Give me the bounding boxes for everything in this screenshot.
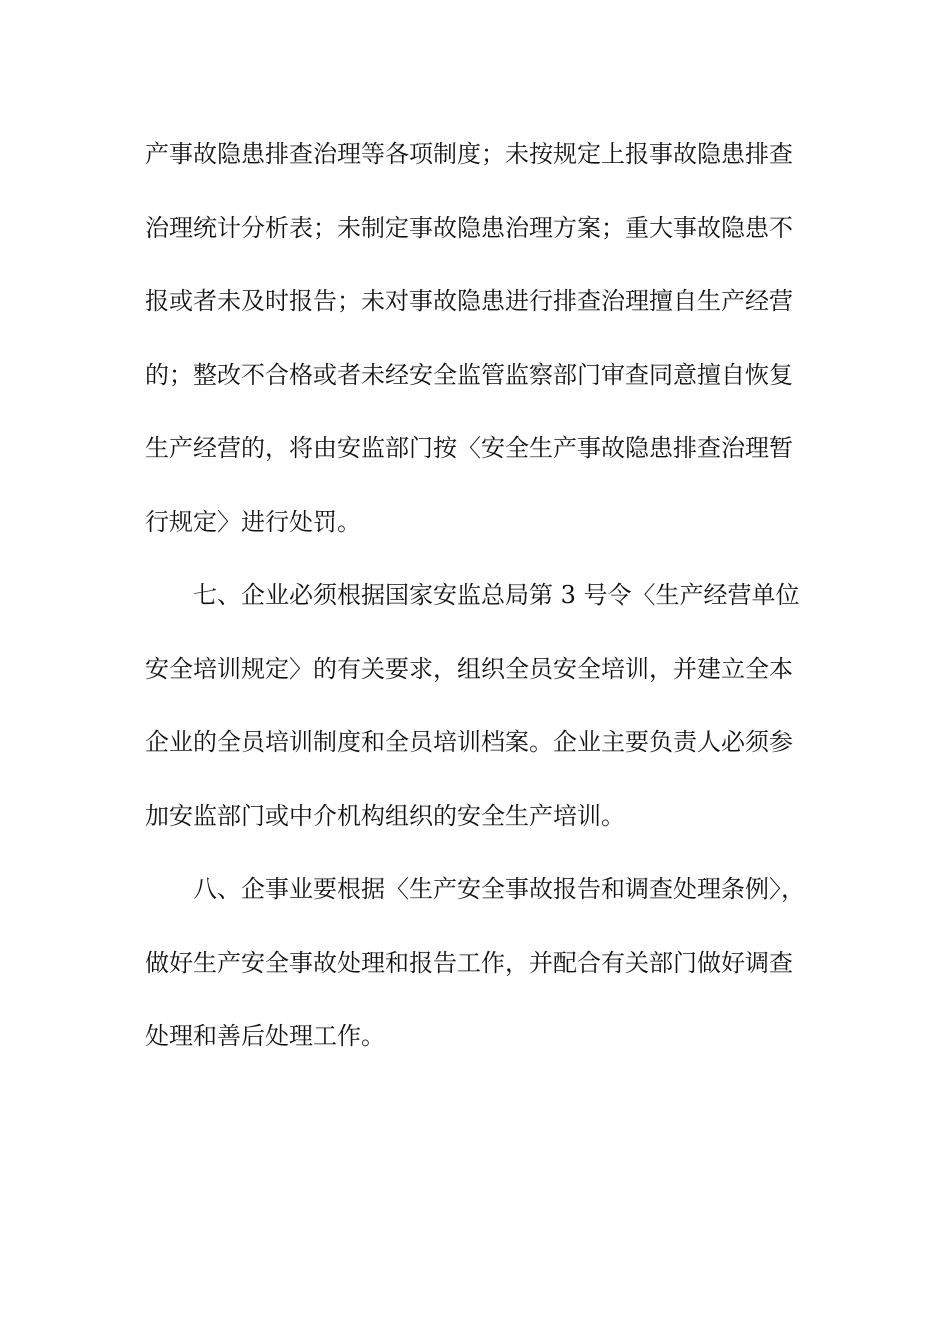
text-line: 治理统计分析表；未制定事故隐患治理方案；重大事故隐患不 [145,213,793,242]
text-line: 的；整改不合格或者未经安全监管监察部门审查同意擅自恢复 [145,360,793,389]
text-line: 加安监部门或中介机构组织的安全生产培训。 [145,801,625,830]
text-line: 做好生产安全事故处理和报告工作，并配合有关部门做好调查 [145,948,793,977]
paragraph-item-seven-training [145,559,810,853]
text-line: 八、企事业要根据〈生产安全事故报告和调查处理条例〉， [193,875,805,903]
paragraph-rectification-penalties [145,118,810,559]
text-line: 七、企业必须根据国家安监总局第 3 号令〈生产经营单位 [193,581,800,609]
text-line: 报或者未及时报告；未对事故隐患进行排查治理擅自生产经营 [145,287,793,315]
text-line: 行规定〉进行处罚。 [145,507,361,536]
text-line: 处理和善后处理工作。 [145,1022,385,1050]
text-line: 生产经营的，将由安监部门按〈安全生产事故隐患排查治理暂 [145,434,793,462]
text-line: 安全培训规定〉的有关要求，组织全员安全培训，并建立全本 [145,654,793,683]
document-body [145,118,810,1074]
text-line: 企业的全员培训制度和全员培训档案。企业主要负责人必须参 [145,728,793,756]
paragraph-item-eight-accident-reporting [145,853,810,1074]
text-line: 产事故隐患排查治理等各项制度；未按规定上报事故隐患排查 [145,140,793,168]
